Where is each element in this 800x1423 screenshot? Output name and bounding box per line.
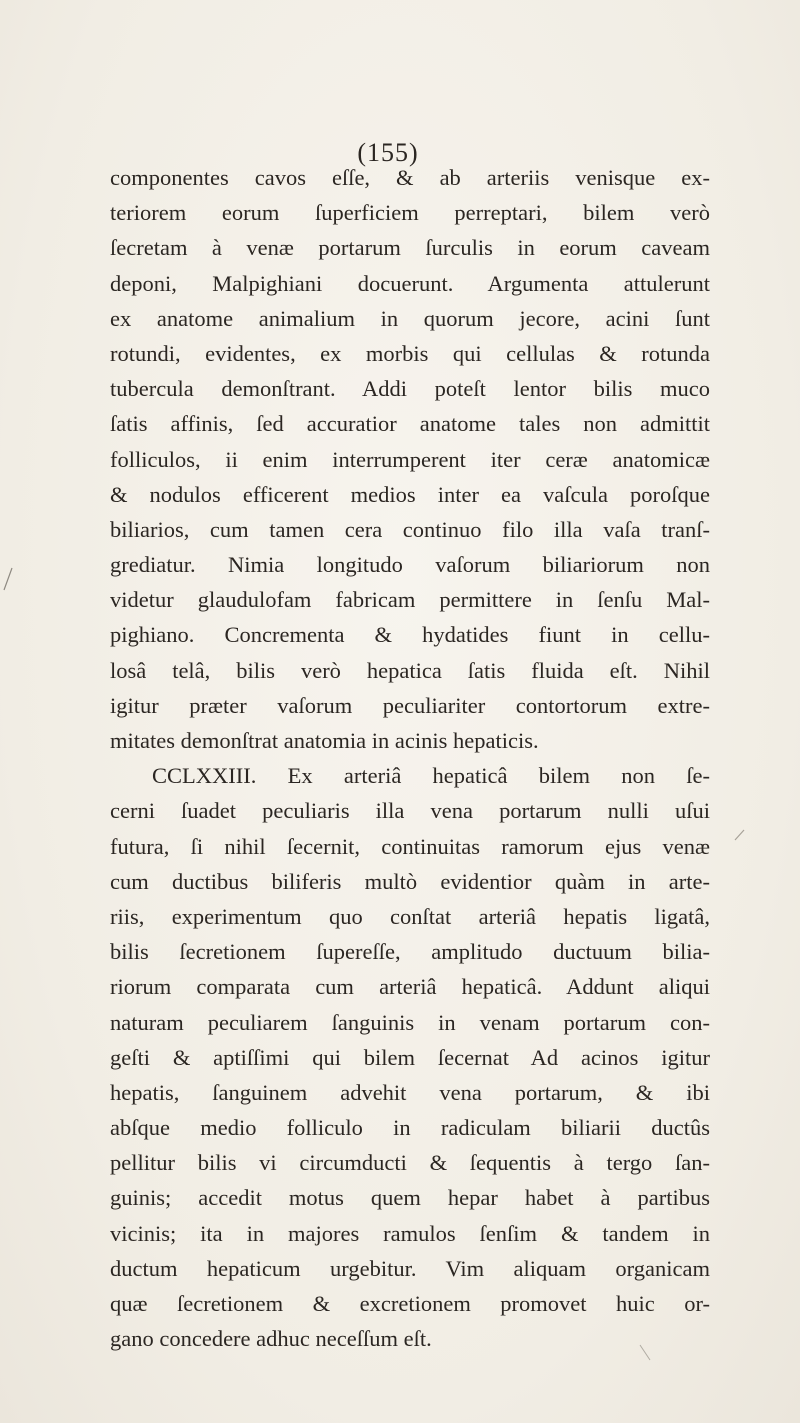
text-line: ſatis affinis, ſed accuratior anatome tales non admittit (110, 411, 710, 437)
section-heading-line: CCLXXIII. Ex arteriâ hepaticâ bilem non ſe- (152, 763, 710, 789)
text-line: losâ telâ, bilis verò hepatica ſatis fluida eſt. Nihil (110, 657, 710, 683)
text-line: naturam peculiarem ſanguinis in venam portarum con- (110, 1009, 710, 1035)
text-line: & nodulos efficerent medios inter ea vaſcula poroſque (110, 481, 710, 507)
text-line: cum ductibus biliferis multò evidentior quàm in arte- (110, 868, 710, 894)
text-line: pighiano. Concrementa & hydatides fiunt in cellu- (110, 622, 710, 648)
text-line: ex anatome animalium in quorum jecore, acini ſunt (110, 305, 710, 331)
text-line: tubercula demonſtrant. Addi poteſt lentor bilis muco (110, 376, 710, 402)
text-line: videtur glaudulofam fabricam permittere in ſenſu Mal- (110, 587, 710, 613)
text-line: riis, experimentum quo conſtat arteriâ hepatis ligatâ, (110, 903, 710, 929)
page-number: (155) (357, 138, 419, 167)
text-line: igitur præter vaſorum peculiariter contortorum extre- (110, 692, 710, 718)
text-line: cerni ſuadet peculiaris illa vena portarum nulli uſui (110, 798, 710, 824)
text-line: deponi, Malpighiani docuerunt. Argumenta attulerunt (110, 270, 710, 296)
text-line: componentes cavos eſſe, & ab arteriis venisque ex- (110, 165, 710, 190)
text-line: geſti & aptiſſimi qui bilem ſecernat Ad acinos igitur (110, 1044, 710, 1070)
text-line: gano concedere adhuc neceſſum eſt. (110, 1326, 432, 1352)
text-line: hepatis, ſanguinem advehit vena portarum, & ibi (110, 1079, 710, 1105)
text-line: futura, ſi nihil ſecernit, continuitas ramorum ejus venæ (110, 833, 710, 859)
text-line: bilis ſecretionem ſupereſſe, amplitudo ductuum bilia- (110, 939, 710, 965)
text-line: ſecretam à venæ portarum ſurculis in eorum caveam (110, 235, 710, 261)
text-line: folliculos, ii enim interrumperent iter ceræ anatomicæ (110, 446, 710, 472)
text-line: guinis; accedit motus quem hepar habet à partibus (110, 1185, 710, 1211)
text-line: mitates demonſtrat anatomia in acinis hepaticis. (110, 728, 539, 753)
text-line: pellitur bilis vi circumducti & ſequentis à tergo ſan- (110, 1150, 710, 1176)
text-line: biliarios, cum tamen cera continuo filo illa vaſa tranſ- (110, 516, 710, 542)
text-line: teriorem eorum ſuperficiem perreptari, bilem verò (110, 200, 710, 226)
text-line: abſque medio folliculo in radiculam biliarii ductûs (110, 1115, 710, 1141)
text-line: quæ ſecretionem & excretionem promovet huic or- (110, 1291, 710, 1316)
text-line: vicinis; ita in majores ramulos ſenſim & tandem in (110, 1220, 710, 1246)
text-line: rotundi, evidentes, ex morbis qui cellulas & rotunda (110, 340, 710, 366)
text-line: grediatur. Nimia longitudo vaſorum biliariorum non (110, 552, 710, 578)
text-line: riorum comparata cum arteriâ hepaticâ. Addunt aliqui (110, 974, 710, 1000)
text-line: ductum hepaticum urgebitur. Vim aliquam organicam (110, 1255, 710, 1281)
